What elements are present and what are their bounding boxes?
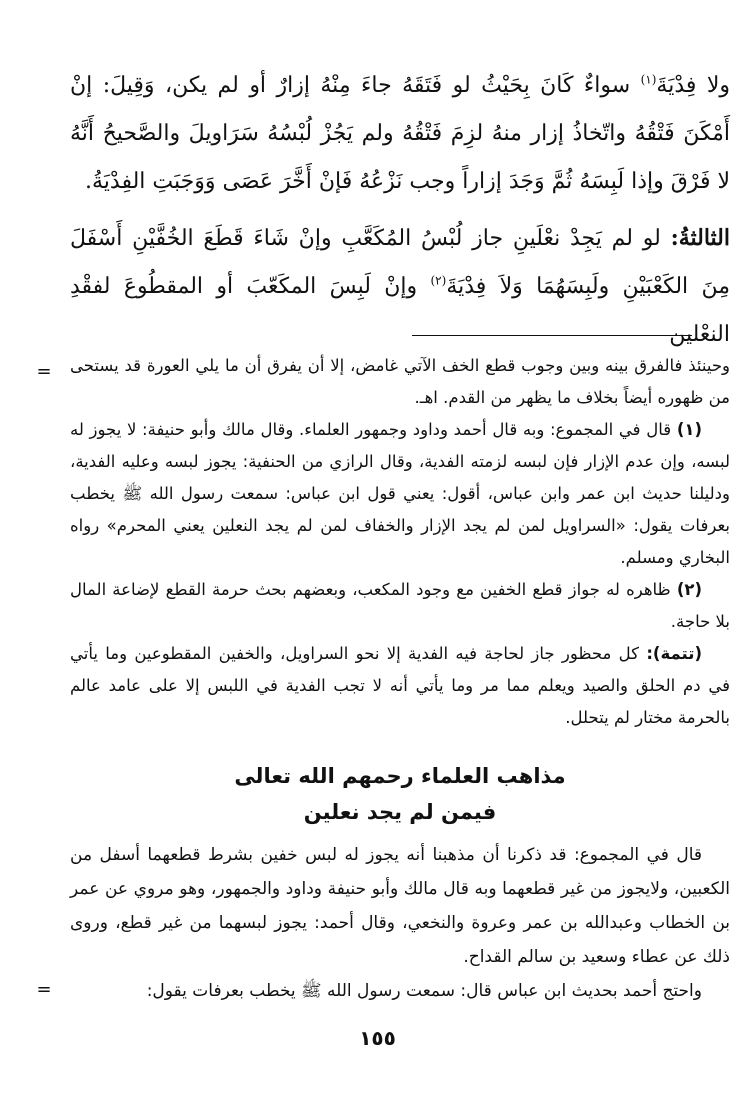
footnote-ref-2: (٢) — [430, 273, 447, 288]
footnote-1-number: (١) — [676, 420, 702, 439]
section-paragraph-1: قال في المجموع: قد ذكرنا أن مذهبنا أنه يجوز له لبس خفين بشرط قطعهما أسفل من الكعبين، ولايجوز من غير قطعهما وبه قال مالك وأبو حنيفة وداود والجمهور، وهو مروي عن عمر بن الخطاب وعبدالله بن عمر وعروة والنخعي، وقال أحمد: يجوز لبسهما من غير قطع، وروى ذلك عن عطاء وسعيد بن سالم القداح. — [70, 845, 730, 967]
main-paragraph-1 — [70, 62, 730, 206]
section-paragraph-2: واحتج أحمد بحديث ابن عباس قال: سمعت رسول الله ﷺ يخطب بعرفات يقول: — [146, 981, 702, 1001]
footnote-tatimma — [70, 638, 730, 734]
footnote-1-text: قال في المجموع: وبه قال أحمد وداود وجمهور العلماء. وقال مالك وأبو حنيفة: لا يجوز له لبسه، وإن عدم الإزار فإن لبسه لزمته الفدية، وقال الرازي من الحنفية: يجوز لبسه وعليه الفدية، ودليلنا حديث ابن عمر وابن عباس، أقول: يعني قول ابن عباس: سمعت رسول الله ﷺ يخطب بعرفات يقول: «السراويل لمن لم يجد الإزار والخفاف لمن لم يجد النعلين يعني المحرم» رواه البخاري ومسلم. — [70, 420, 730, 567]
section-heading-line-2: فيمن لم يجد نعلين — [303, 800, 497, 824]
section-continuation-mark: = — [36, 979, 52, 1000]
main-paragraph-1-text-a: ولا فِدْيَةَ — [656, 73, 730, 98]
main-paragraph-2-text-a: لو لم يَجِدْ نعْلَينِ جاز لُبْسُ المُكَعَّبِ وإنْ شَاءَ قَطَعَ الخُفَّيْنِ أَسْفَلَ مِنَ الكَعْبَيْنِ ولَبِسَهُمَا وَلاَ فِدْيَةَ — [70, 226, 730, 299]
section-body — [70, 838, 730, 1008]
main-paragraph-2 — [70, 214, 730, 359]
main-text — [70, 62, 730, 359]
footnote-continuation: وحينئذ فالفرق بينه وبين وجوب قطع الخف الآتي غامض، إلا أن يفرق أن ما يلي العورة قد يستحى من ظهوره أيضاً بخلاف ما يظهر من القدم. اهـ. — [70, 356, 730, 407]
footnote-continuation-mark: = — [36, 361, 52, 382]
footnote-ref-1: (١) — [640, 72, 657, 87]
footnote-2 — [70, 574, 730, 638]
footnote-2-number: (٢) — [676, 580, 702, 599]
section-heading-line-1: مذاهب العلماء رحمهم الله تعالى — [234, 764, 566, 788]
main-paragraph-2-text-b: وإنْ لَبِسَ المكَعّبَ أو المقطُوعَ لفقْدِ النعْلين — [70, 274, 730, 347]
main-paragraph-2-lead: الثالثةُ: — [670, 225, 730, 251]
footnote-1 — [70, 414, 730, 574]
footnotes — [70, 350, 730, 734]
tatimma-label: (تتمة): — [646, 644, 702, 663]
footnote-2-text: ظاهره له جواز قطع الخفين مع وجود المكعب، وبعضهم بحث حرمة القطع لإضاعة المال بلا حاجة. — [70, 580, 730, 631]
page-number: ١٥٥ — [359, 1026, 396, 1050]
main-paragraph-1-text-b: سواءٌ كَانَ بِحَيْثُ لو فَتَقَهُ جاءَ مِنْهُ إزارٌ أو لم يكن، وَقِيلَ: إنْ أَمْكَنَ فَتْقُهُ واتّخاذُ إزار منهُ لزِمَ فَتْقُهُ ولم يَجُزْ لُبْسُهُ سَرَاويلَ والصَّحيحُ أَنَّهُ لا فَرْقَ وإذا لَبِسَهُ ثُمَّ وَجَدَ إزاراً وجب نَزْعُهُ فَإنْ أَخَّرَ عَصَى وَوَجَبَتِ الفِدْيَةُ. — [70, 73, 730, 194]
footnote-separator — [412, 335, 692, 336]
tatimma-text: كل محظور جاز لحاجة فيه الفدية إلا نحو السراويل، والخفين المقطوعين وما يأتي في دم الحلق والصيد ويعلم مما مر وما يأتي أنه لا تجب الفدية في اللبس إلا على عامد عالم بالحرمة مختار لم يتحلل. — [70, 644, 730, 727]
